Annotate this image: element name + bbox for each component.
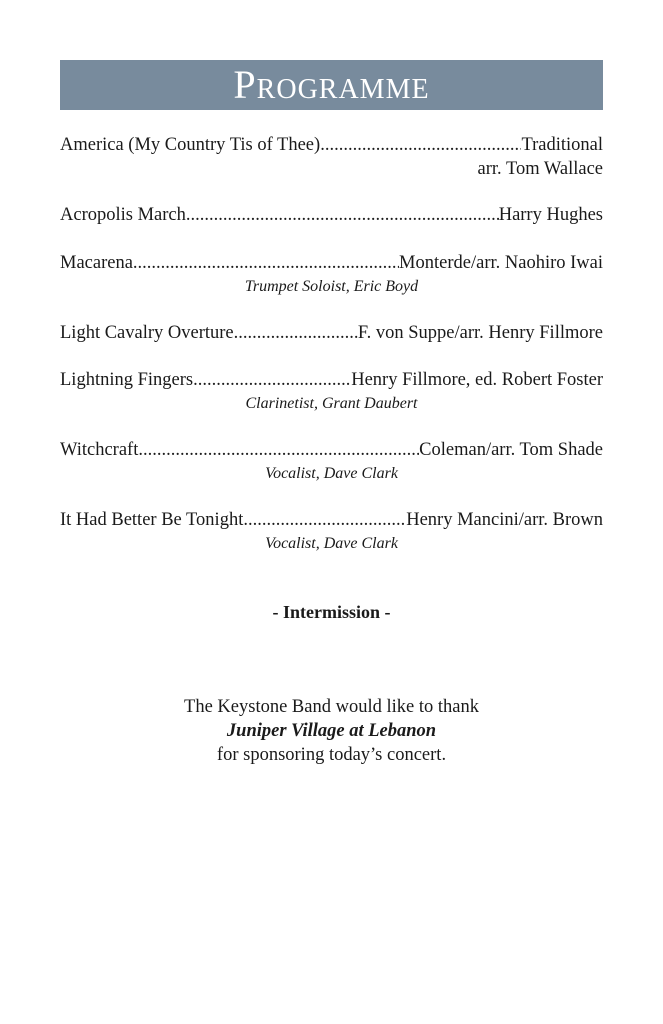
soloist-name: Dave Clark [323,535,398,552]
programme-banner [60,60,603,110]
thanks-line: for sponsoring today’s concert. [216,745,447,765]
program-item [60,368,603,416]
piece-title: Light Cavalry Overture [60,323,234,343]
piece-title: America (My Country Tis of Thee) [60,135,321,155]
piece-title: Witchcraft [60,440,139,460]
piece-title: Lightning Fingers [60,370,194,390]
piece-soloist [60,275,603,299]
piece-soloist [60,392,603,416]
soloist-role: Vocalist, [265,535,320,552]
piece-title: Macarena [60,253,133,273]
program-item [60,508,603,556]
piece-composer: Traditional [521,135,603,155]
dot-leader [243,508,406,532]
soloist-role: Vocalist, [265,465,320,482]
thanks-line: The Keystone Band would like to thank [184,697,479,717]
soloist-name: Grant Daubert [321,395,418,412]
soloist-role: Clarinetist, [245,395,318,412]
dot-leader [186,203,499,227]
piece-arranger: arr. Tom Wallace [477,159,603,179]
intermission-heading: - Intermission - [272,602,391,622]
soloist-name: Dave Clark [323,465,398,482]
sponsor-thanks [0,695,663,767]
soloist-name: Eric Boyd [353,278,419,295]
page-title: Programme [233,62,430,107]
piece-soloist [60,532,603,556]
sponsor-name: Juniper Village at Lebanon [226,721,437,741]
piece-title: It Had Better Be Tonight [60,510,244,530]
piece-soloist [60,462,603,486]
soloist-role: Trumpet Soloist, [244,278,350,295]
program-item [60,133,603,181]
program-item [60,321,603,345]
program-item [60,438,603,486]
program-item [60,251,603,299]
piece-composer: Harry Hughes [498,205,603,225]
dot-leader [320,133,521,157]
piece-composer: Henry Fillmore, ed. Robert Foster [351,370,603,390]
piece-composer: F. von Suppe/arr. Henry Fillmore [357,323,603,343]
piece-composer: Monterde/arr. Naohiro Iwai [399,253,603,273]
dot-leader [193,368,351,392]
dot-leader [138,438,419,462]
piece-title: Acropolis March [60,205,186,225]
program-item [60,203,603,227]
piece-composer: Coleman/arr. Tom Shade [419,440,603,460]
dot-leader [234,321,358,345]
piece-composer: Henry Mancini/arr. Brown [406,510,603,530]
dot-leader [133,251,399,275]
